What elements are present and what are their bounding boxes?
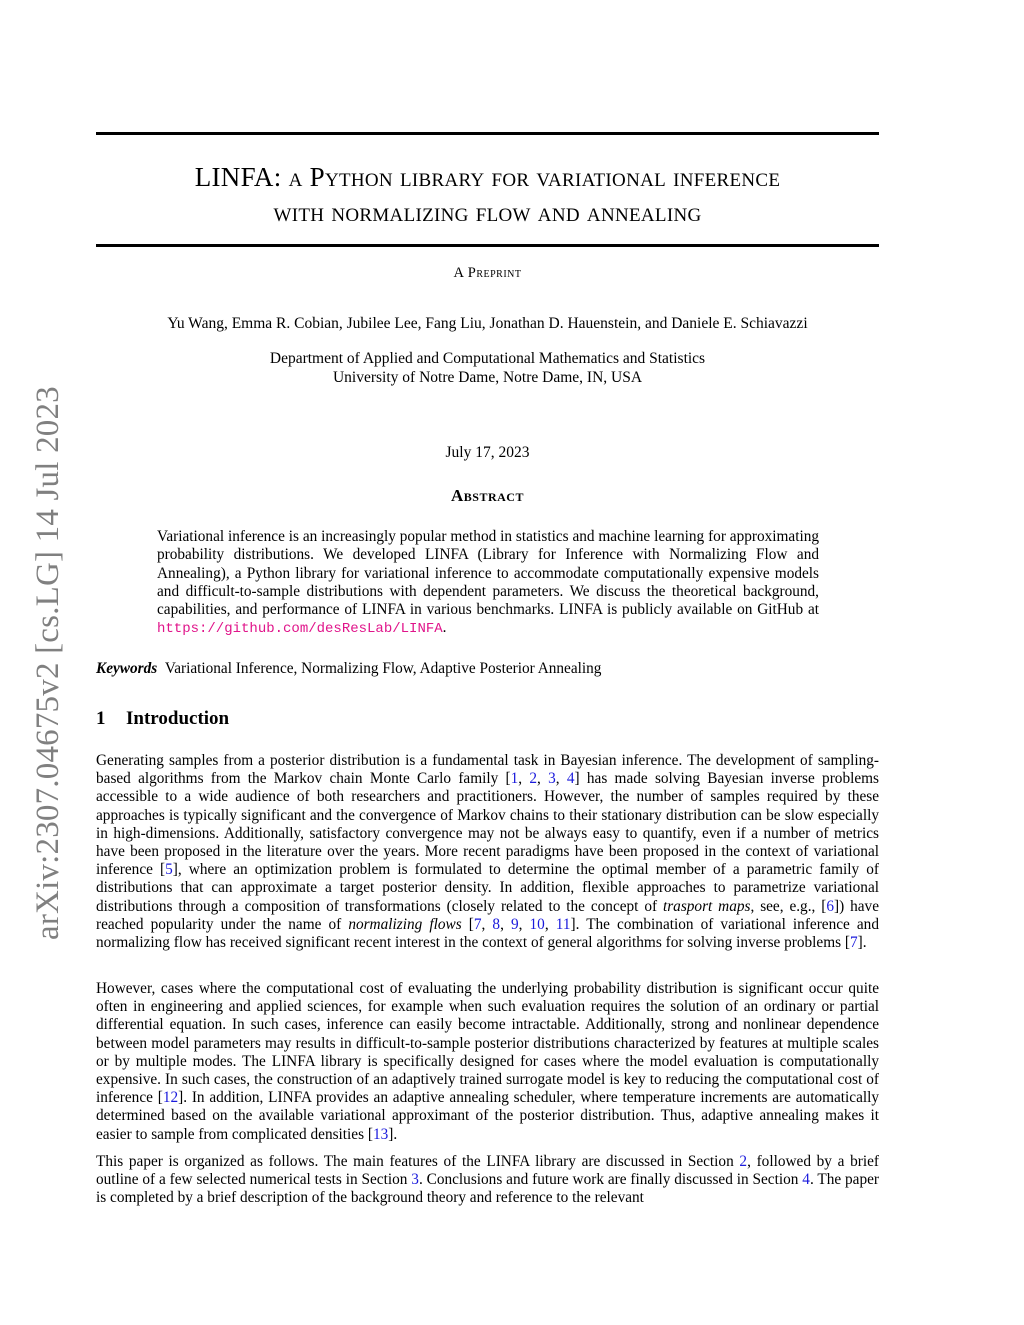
- citation-link[interactable]: 3: [548, 770, 556, 788]
- keywords-text: Variational Inference, Normalizing Flow, Adaptive Posterior Annealing: [164, 660, 602, 677]
- title-top-rule: [96, 132, 879, 135]
- title-line-2: with normalizing flow and annealing: [273, 197, 702, 227]
- citation-link[interactable]: 1: [510, 770, 519, 788]
- citation-link[interactable]: 6: [826, 897, 835, 915]
- citation-link[interactable]: 9: [510, 915, 519, 933]
- title-line-1: LINFA: a Python library for variational inference: [194, 162, 781, 192]
- paper-title: [96, 160, 879, 230]
- author-list: Yu Wang, Emma R. Cobian, Jubilee Lee, Fang Liu, Jonathan D. Hauenstein, and Daniele E. Schiavazzi: [167, 315, 808, 332]
- citation-link[interactable]: 5: [165, 861, 173, 879]
- abstract-body: Variational inference is an increasingly popular method in statistics and machine learning for approximating probability distributions. We developed LINFA (Library for Inference with Normalizing Flow and Annealing), a Python library for variational inference to accommodate computationally expensive models and difficult-to-sample distributions with dependent parameters. We discuss the theoretical background, capabilities, and performance of LINFA in various benchmarks. LINFA is publicly available on GitHub at https://github.com/desResLab/LINFA.: [157, 528, 819, 638]
- affiliation-department: Department of Applied and Computational Mathematics and Statistics: [269, 350, 706, 367]
- citation-link[interactable]: 7: [849, 934, 858, 952]
- section-heading-introduction: 1 Introduction: [96, 708, 230, 729]
- citation-link[interactable]: 11: [555, 915, 571, 933]
- keywords-label: Keywords: [96, 660, 158, 677]
- citation-link[interactable]: 7: [473, 915, 482, 933]
- arxiv-sidebar-stamp: arXiv:2307.04675v2 [cs.LG] 14 Jul 2023: [30, 386, 66, 940]
- github-link[interactable]: https://github.com/desResLab/LINFA: [157, 621, 443, 638]
- intro-paragraph-1: Generating samples from a posterior distribution is a fundamental task in Bayesian inference. The development of sampling-based algorithms from the Markov chain Monte Carlo family [1, 2, 3, 4] has made solving Bayesian inverse problems accessible to a wide audience of both researchers and practitioners. However, the number of samples required by these approaches is typically significant and the convergence of Markov chains to their stationary distribution can be slow especially in high-dimensions. Additionally, satisfactory convergence may not be always easy to quantify, even if a number of metrics have been proposed in the literature over the years. More recent paradigms have been proposed in the context of variational inference [5], where an optimization problem is formulated to determine the optimal member of a parametric family of distributions that can approximate a target posterior density. In addition, flexible approaches to parametrize variational distributions through a composition of transformations (closely related to the concept of trasport maps, see, e.g., [6]) have reached popularity under the name of normalizing flows [7, 8, 9, 10, 11]. The combination of variational inference and normalizing flow has received significant recent interest in the context of general algorithms for solving inverse problems [7].: [96, 752, 880, 952]
- paper-date: July 17, 2023: [445, 444, 530, 461]
- abstract-heading: Abstract: [451, 486, 524, 505]
- section-link[interactable]: 3: [411, 1171, 419, 1189]
- keywords-line: [96, 660, 879, 678]
- intro-paragraph-2: However, cases where the computational cost of evaluating the underlying probability distribution is significant occur quite often in engineering and applied sciences, for example when such evaluation requires the solution of an ordinary or partial differential equation. In such cases, inference can easily become intractable. Additionally, strong and nonlinear dependence between model parameters may results in difficult-to-sample posterior distributions characterized by features at multiple scales or by multiple modes. The LINFA library is specifically designed for cases where the model evaluation is computationally expensive. In such cases, the construction of an adaptively trained surrogate model is key to reducing the computational cost of inference [12]. In addition, LINFA provides an adaptive annealing scheduler, where temperature increments are automatically determined based on the available variational approximant of the posterior distribution. Thus, adaptive annealing makes it easier to sample from complicated densities [13].: [96, 980, 880, 1143]
- citation-link[interactable]: 8: [492, 915, 501, 933]
- section-link[interactable]: 4: [802, 1171, 810, 1189]
- citation-link[interactable]: 13: [372, 1125, 389, 1143]
- section-link[interactable]: 2: [739, 1153, 748, 1170]
- citation-link[interactable]: 10: [529, 915, 545, 933]
- intro-paragraph-3: This paper is organized as follows. The main features of the LINFA library are discussed in Section 2, followed by a brief outline of a few selected numerical tests in Section 3. Conclusions and future work are finally discussed in Section 4. The paper is completed by a brief description of the background theory and reference to the relevant: [96, 1153, 879, 1207]
- affiliation-university: University of Notre Dame, Notre Dame, IN, USA: [332, 369, 643, 386]
- preprint-label: A Preprint: [453, 265, 522, 281]
- citation-link[interactable]: 12: [162, 1089, 179, 1107]
- citation-link[interactable]: 2: [529, 770, 538, 788]
- citation-link[interactable]: 4: [566, 770, 575, 788]
- title-bottom-rule: [96, 244, 879, 247]
